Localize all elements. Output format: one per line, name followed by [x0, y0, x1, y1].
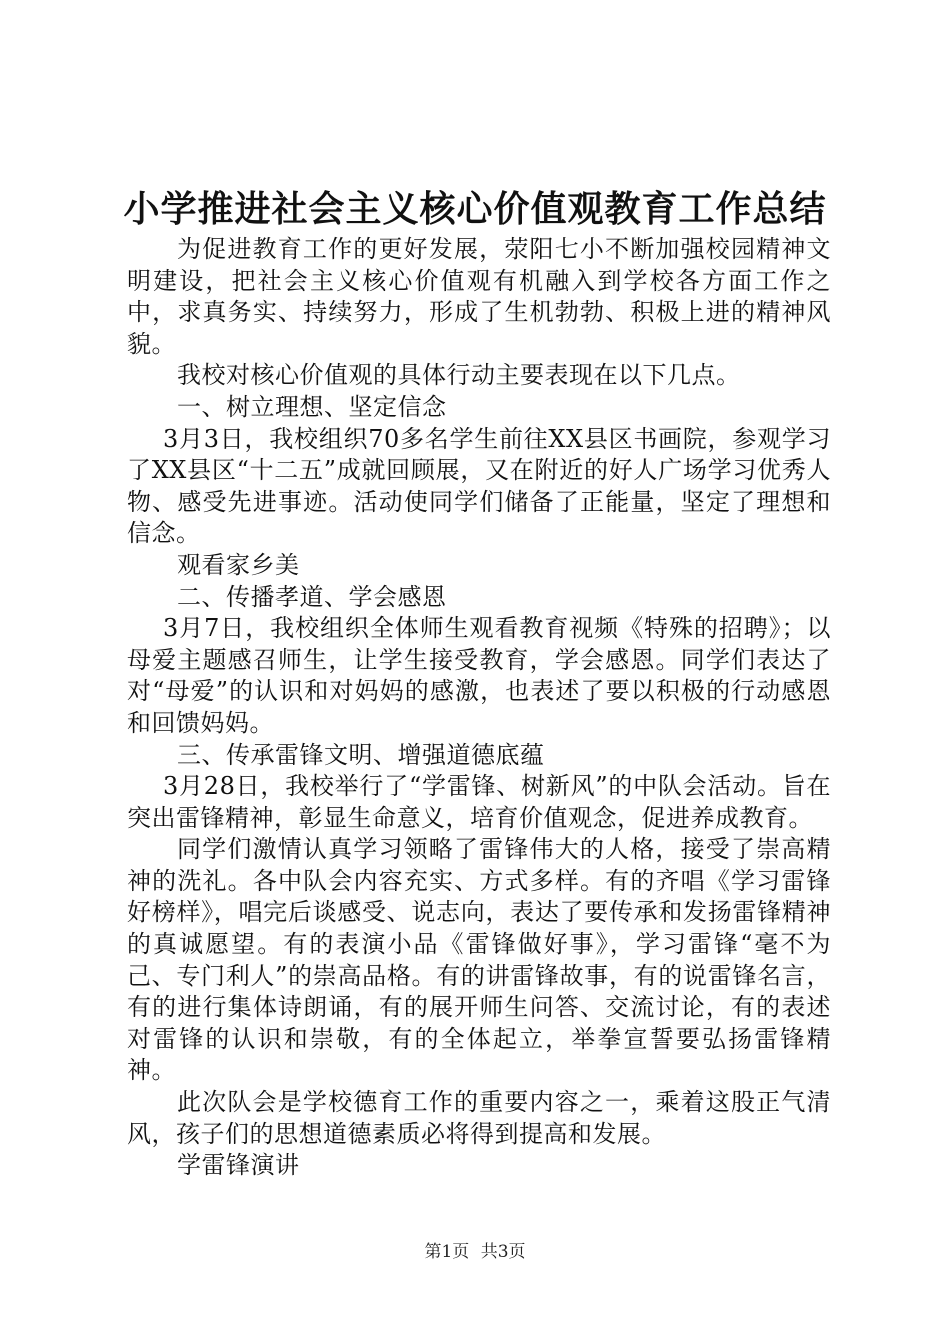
paragraph-summary-lead: 我校对核心价值观的具体行动主要表现在以下几点。 [177, 361, 741, 390]
subheading-hometown: 观看家乡美 [177, 550, 300, 579]
section-heading-3: 三、传承雷锋文明、增强道德底蕴 [177, 740, 545, 769]
paragraph-conclusion: 此次队会是学校德育工作的重要内容之一，乘着这股正气清风，孩子们的思想道德素质必将得到提高和发展。 [127, 1088, 831, 1148]
subheading-speech: 学雷锋演讲 [177, 1151, 300, 1180]
page-total: 共3页 [480, 1242, 526, 1262]
paragraph-lei-feng-activities: 同学们激情认真学习领略了雷锋伟大的人格，接受了崇高精神的洗礼。各中队会内容充实、方式多样。有的齐唱《学习雷锋好榜样》，唱完后谈感受、说志向，表达了要传承和发扬雷锋精神的真诚愿望。有的表演小品《雷锋做好事》，学习雷锋“毫不为己、专门利人”的崇高品格。有的讲雷锋故事，有的说雷锋名言，有的进行集体诗朗诵，有的展开师生问答、交流讨论，有的表述对雷锋的认识和崇敬，有的全体起立，举拳宣誓要弘扬雷锋精神。 [127, 835, 831, 1085]
page-footer [0, 1240, 950, 1264]
paragraph-section-3: 3月28日，我校举行了“学雷锋、树新风”的中队会活动。旨在突出雷锋精神，彰显生命意义，培育价值观念，促进养成教育。 [127, 772, 831, 832]
section-heading-1: 一、树立理想、坚定信念 [177, 392, 447, 421]
document-body [127, 234, 831, 1182]
paragraph-section-1: 3月3日，我校组织70多名学生前往XX县区书画院，参观学习了XX县区“十二五”成就回顾展，又在附近的好人广场学习优秀人物、感受先进事迹。活动使同学们储备了正能量，坚定了理想和信念。 [127, 424, 831, 548]
page-number: 第1页 [424, 1242, 470, 1262]
paragraph-section-2: 3月7日，我校组织全体师生观看教育视频《特殊的招聘》；以母爱主题感召师生，让学生接受教育，学会感恩。同学们表达了对“母爱”的认识和对妈妈的感激，也表述了要以积极的行动感恩和回馈妈妈。 [127, 614, 831, 737]
section-heading-2: 二、传播孝道、学会感恩 [177, 582, 447, 611]
paragraph-intro: 为促进教育工作的更好发展，荥阳七小不断加强校园精神文明建设，把社会主义核心价值观有机融入到学校各方面工作之中，求真务实、持续努力，形成了生机勃勃、积极上进的精神风貌。 [127, 235, 831, 358]
document-title: 小学推进社会主义核心价值观教育工作总结 [123, 188, 827, 230]
